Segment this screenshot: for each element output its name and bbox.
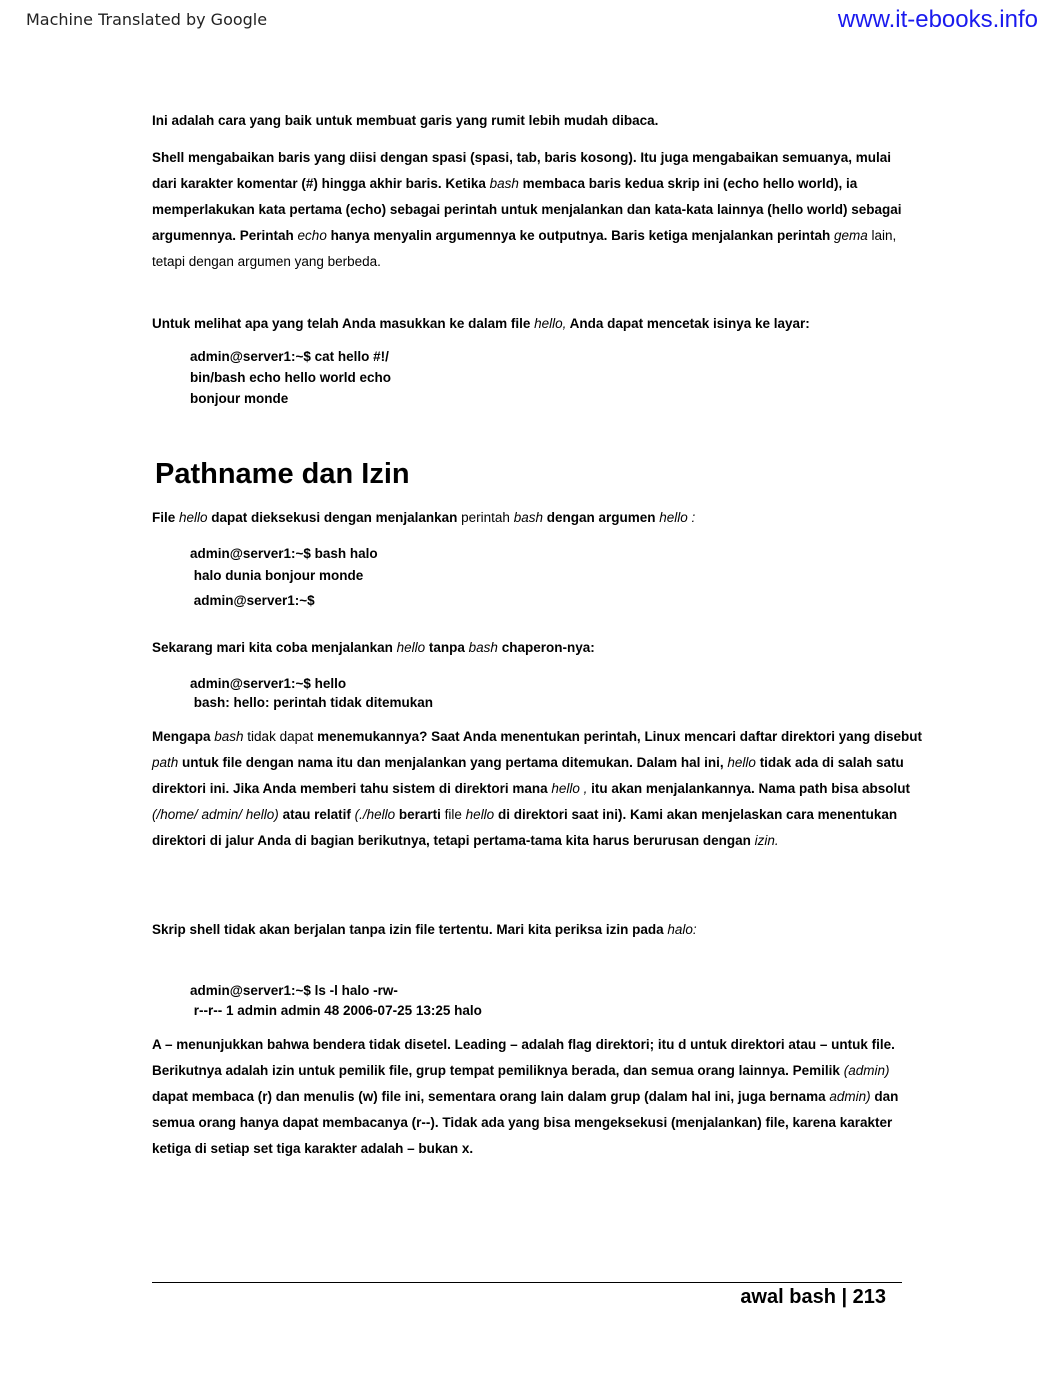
paragraph-5: Sekarang mari kita coba menjalankan hello tanpa bash chaperon-nya: [152,640,595,655]
code-line: r--r-- 1 admin admin 48 2006-07-25 13:25 halo [190,1003,482,1018]
paragraph-7: Skrip shell tidak akan berjalan tanpa izin file tertentu. Mari kita periksa izin pada halo: [152,922,697,937]
code-block-cat [190,346,391,409]
paragraph-2: Shell mengabaikan baris yang diisi dengan spasi (spasi, tab, baris kosong). Itu juga mengabaikan semuanya, mulai dari karakter komentar (#) hingga akhir baris. Ketika bash membaca baris kedua skrip ini (echo hello world), ia memperlakukan kata pertama (echo) sebagai perintah untuk menjalankan dan kata-kata lainnya (hello world) sebagai argumennya. Perintah echo hanya menyalin argumennya ke outputnya. Baris ketiga menjalankan perintah gema lain, tetapi dengan argumen yang berbeda. [152,150,902,269]
code-line: admin@server1:~$ [190,593,315,608]
paragraph-6: Mengapa bash tidak dapat menemukannya? Saat Anda menentukan perintah, Linux mencari daftar direktori yang disebut path untuk file dengan nama itu dan menjalankan yang pertama ditemukan. Dalam hal ini, hello tidak ada di salah satu direktori ini. Jika Anda memberi tahu sistem di direktori mana hello , itu akan menjalankannya. Nama path bisa absolut (/home/ admin/ hello) atau relatif (./hello berarti file hello di direktori saat ini). Kami akan menjelaskan cara menentukan direktori di jalur Anda di bagian berikutnya, tetapi pertama-tama kita harus berurusan dengan izin. [152,729,922,848]
code-line: admin@server1:~$ bash halo [190,546,378,561]
code-block-ls [190,981,482,1021]
paragraph-8: A – menunjukkan bahwa bendera tidak disetel. Leading – adalah flag direktori; itu d untuk direktori atau – untuk file. Berikutnya adalah izin untuk pemilik file, grup tempat pemiliknya berada, dan semua orang lainnya. Pemilik (admin) dapat membaca (r) dan menulis (w) file ini, sementara orang lain dalam grup (dalam hal ini, juga bernama admin) dan semua orang hanya dapat membacanya (r--). Tidak ada yang bisa mengeksekusi (menjalankan) file, karena karakter ketiga di setiap set tiga karakter adalah – bukan x. [152,1037,899,1156]
paragraph-1: Ini adalah cara yang baik untuk membuat garis yang rumit lebih mudah dibaca. [152,113,659,128]
paragraph-4: File hello dapat dieksekusi dengan menjalankan perintah bash dengan argumen hello : [152,510,696,525]
code-line: admin@server1:~$ ls -l halo -rw- [190,983,398,998]
code-line: admin@server1:~$ cat hello #!/ [190,349,389,364]
section-title: Pathname dan Izin [155,458,410,490]
code-line: halo dunia bonjour monde [190,568,364,583]
code-line: bin/bash echo hello world echo [190,370,392,385]
code-line: bonjour monde [190,391,289,406]
code-block-bash [190,543,378,612]
code-block-hello [190,674,433,712]
site-link[interactable]: www.it-ebooks.info [837,6,1038,33]
paragraph-3: Untuk melihat apa yang telah Anda masukkan ke dalam file hello, Anda dapat mencetak isinya ke layar: [152,316,810,331]
code-line: admin@server1:~$ hello [190,676,347,691]
code-line: bash: hello: perintah tidak ditemukan [190,695,434,710]
translation-note: Machine Translated by Google [26,10,268,29]
footer-rule [152,1282,902,1283]
page-footer: awal bash | 213 [740,1286,886,1308]
